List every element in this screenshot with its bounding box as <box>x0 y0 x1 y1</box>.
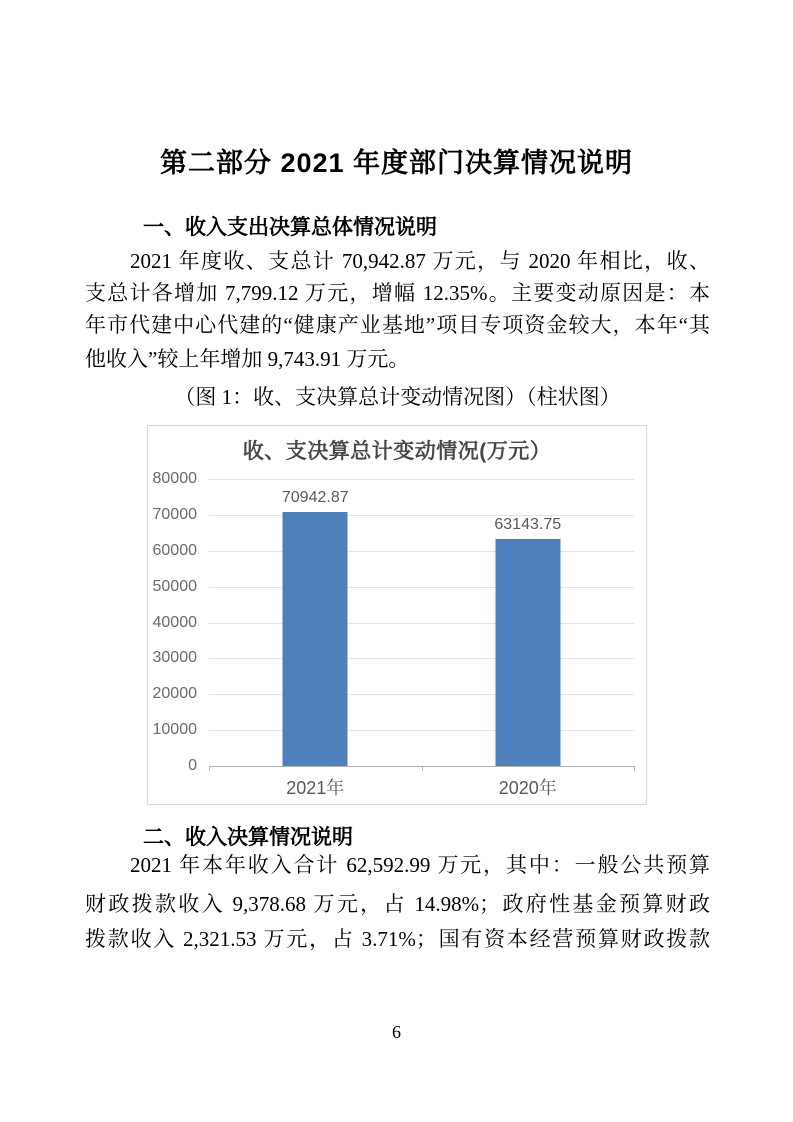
category-2020 <box>422 479 635 766</box>
bar-2021 <box>283 512 348 767</box>
category-columns <box>209 479 634 766</box>
x-axis-tick <box>209 766 210 771</box>
x-axis-tick <box>634 766 635 771</box>
page-number: 6 <box>392 1022 401 1042</box>
y-tick-label: 70000 <box>152 505 197 523</box>
x-axis-label-2021: 2021年 <box>286 778 345 798</box>
bar-chart <box>147 425 647 805</box>
section-heading-2: 二、收入决算情况说明 <box>143 826 353 849</box>
x-axis-labels <box>209 774 634 800</box>
bar-2020 <box>495 539 560 766</box>
y-tick-label: 80000 <box>152 470 197 487</box>
y-tick-label: 20000 <box>152 685 197 703</box>
x-axis-tick <box>422 766 423 771</box>
category-2021 <box>209 479 422 766</box>
bar-value-label-2020: 63143.75 <box>494 516 562 534</box>
paragraph-line: 年市代建中心代建的“健康产业基地”项目专项资金较大，本年“其 <box>85 313 710 337</box>
paragraph-line: 支总计各增加 7,799.12 万元，增幅 12.35%。主要变动原因是：本 <box>85 281 710 305</box>
paragraph-line: 拨款收入 2,321.53 万元，占 3.71%；国有资本经营预算财政拨款 <box>85 927 710 951</box>
y-tick-label: 10000 <box>152 721 197 739</box>
y-tick-label: 50000 <box>152 577 197 595</box>
paragraph-line: 财政拨款收入 9,378.68 万元，占 14.98%；政府性基金预算财政 <box>85 892 710 916</box>
y-tick-label: 0 <box>188 757 197 774</box>
x-axis-ticks <box>209 766 634 772</box>
chart-plot-area <box>209 479 634 766</box>
paragraph-line: 2021 年度收、支总计 70,942.87 万元，与 2020 年相比，收、 <box>130 249 710 273</box>
page-title: 第二部分 2021 年度部门决算情况说明 <box>159 148 634 178</box>
bar-value-label-2021: 70942.87 <box>281 488 349 506</box>
y-tick-label: 60000 <box>152 541 197 559</box>
figure-caption: （图 1：收、支决算总计变动情况图）（柱状图） <box>174 385 621 409</box>
chart-title: 收、支决算总计变动情况(万元） <box>242 440 552 463</box>
y-axis-labels <box>148 470 197 774</box>
paragraph-line: 2021 年本年收入合计 62,592.99 万元，其中：一般公共预算 <box>130 853 710 877</box>
y-tick-label: 40000 <box>152 613 197 631</box>
paragraph-line: 他收入”较上年增加 9,743.91 万元。 <box>85 347 410 371</box>
x-axis-label-2020: 2020年 <box>498 778 557 798</box>
y-tick-label: 30000 <box>152 649 197 667</box>
section-heading-1: 一、收入支出决算总体情况说明 <box>143 216 437 239</box>
